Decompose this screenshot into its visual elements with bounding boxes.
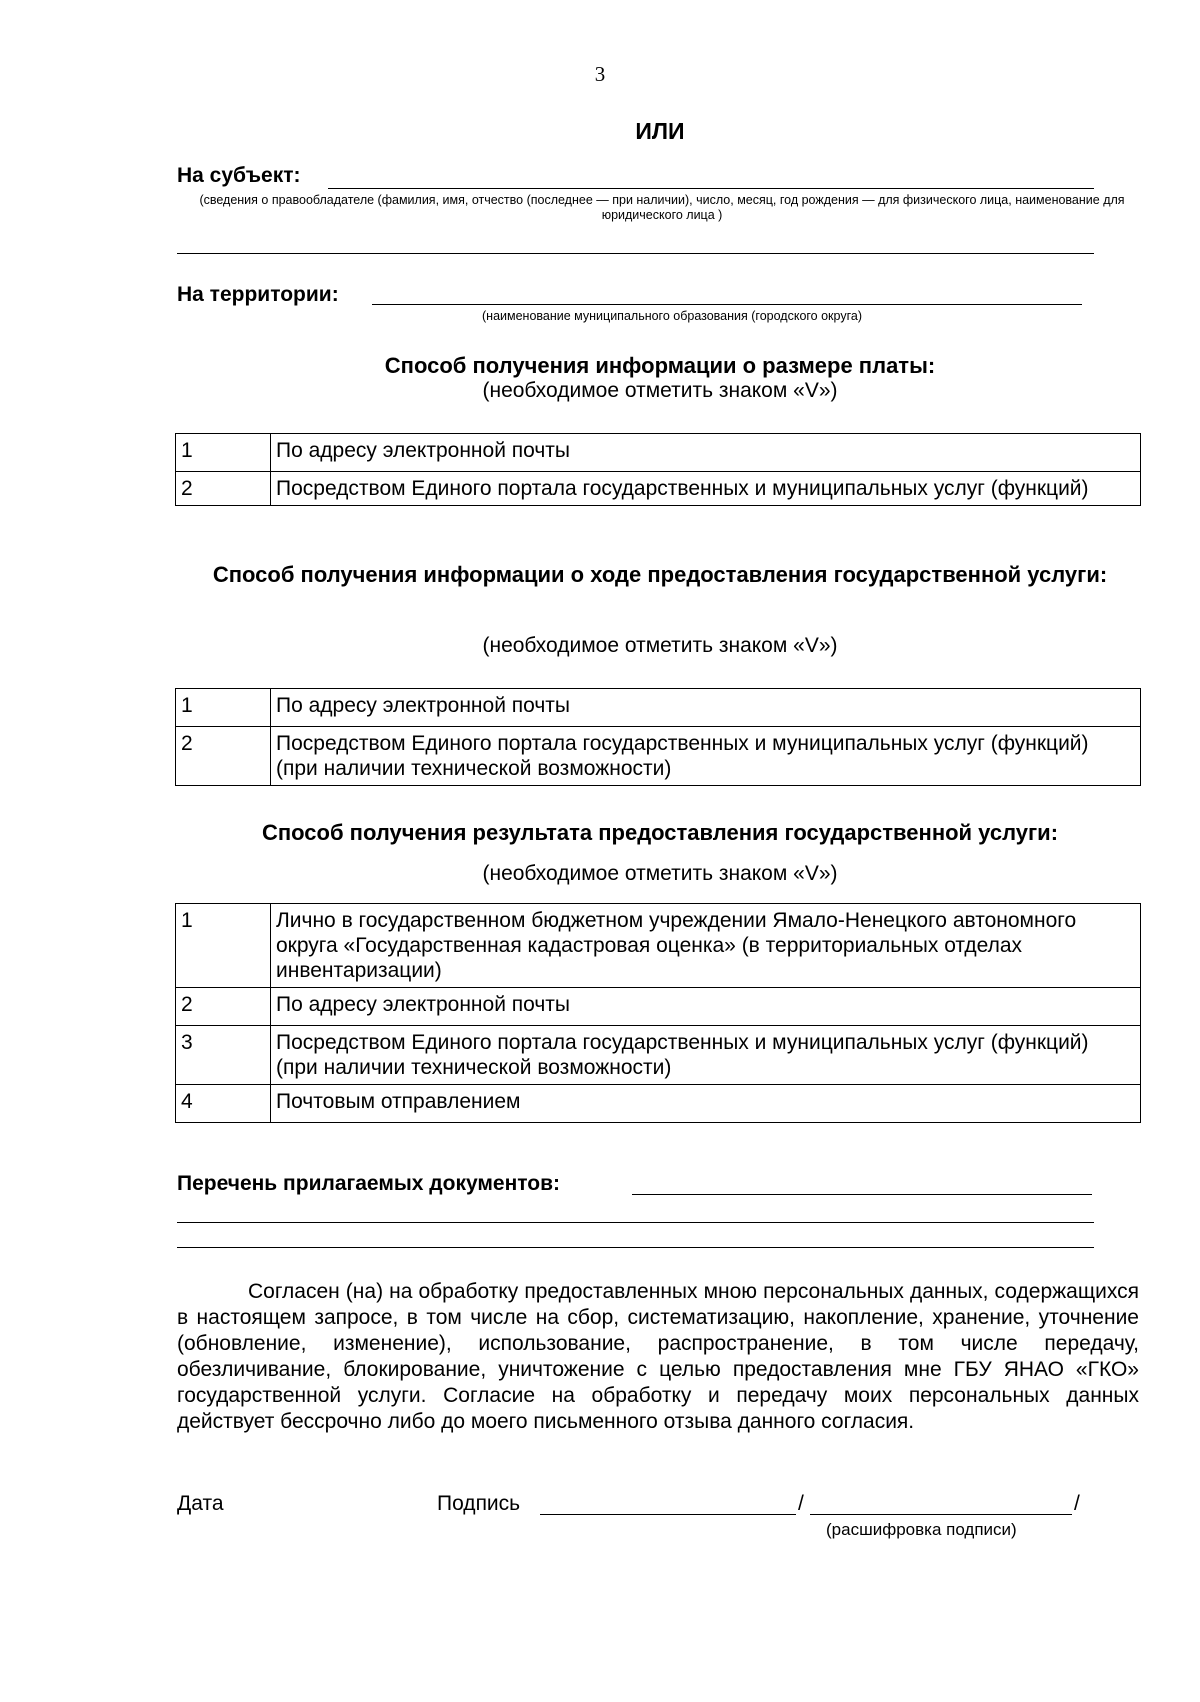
signature-label: Подпись bbox=[437, 1492, 521, 1515]
progress-section-hint: (необходимое отметить знаком «V») bbox=[482, 634, 838, 657]
date-label: Дата bbox=[177, 1492, 224, 1515]
option-text: Лично в государственном бюджетном учреждении Ямало-Ненецкого автономного округа «Государственная кадастровая оценка» (в территориальных отделах инвентаризации) bbox=[271, 904, 1141, 988]
table-row[interactable] bbox=[176, 1026, 1141, 1085]
option-number: 2 bbox=[176, 727, 271, 786]
signature-line[interactable] bbox=[540, 1514, 796, 1515]
option-text: Посредством Единого портала государственных и муниципальных услуг (функций) (при наличии технической возможности) bbox=[271, 727, 1141, 786]
option-text: Посредством Единого портала государственных и муниципальных услуг (функций) bbox=[271, 472, 1141, 506]
payment-section-title: Способ получения информации о размере платы: bbox=[384, 353, 936, 378]
signature-decode-hint: (расшифровка подписи) bbox=[826, 1520, 1017, 1539]
table-row[interactable] bbox=[176, 988, 1141, 1026]
subject-line-2[interactable] bbox=[177, 253, 1094, 254]
documents-line-1[interactable] bbox=[632, 1194, 1092, 1195]
option-number: 1 bbox=[176, 689, 271, 727]
option-number: 3 bbox=[176, 1026, 271, 1085]
table-row[interactable] bbox=[176, 727, 1141, 786]
subject-line[interactable] bbox=[328, 188, 1094, 189]
table-row[interactable] bbox=[176, 904, 1141, 988]
option-number: 4 bbox=[176, 1085, 271, 1123]
payment-options-table bbox=[175, 433, 1141, 506]
territory-line[interactable] bbox=[372, 304, 1082, 305]
or-heading: ИЛИ bbox=[635, 118, 685, 144]
option-text: По адресу электронной почты bbox=[271, 689, 1141, 727]
documents-label: Перечень прилагаемых документов: bbox=[177, 1172, 561, 1195]
result-options-table bbox=[175, 903, 1141, 1123]
option-text: По адресу электронной почты bbox=[271, 434, 1141, 472]
territory-label: На территории: bbox=[177, 283, 339, 306]
subject-hint: (сведения о правообладателе (фамилия, имя, отчество (последнее — при наличии), число, месяц, год рождения — для физического лица, наименование для юридического лица ) bbox=[199, 193, 1125, 222]
option-text: По адресу электронной почты bbox=[271, 988, 1141, 1026]
page-number: 3 bbox=[594, 62, 606, 86]
table-row[interactable] bbox=[176, 1085, 1141, 1123]
signature-slash-right: / bbox=[1074, 1492, 1080, 1515]
payment-section-hint: (необходимое отметить знаком «V») bbox=[482, 379, 838, 402]
signature-slash-left: / bbox=[798, 1492, 804, 1515]
consent-paragraph: Согласен (на) на обработку предоставленных мною персональных данных, содержащихся в настоящем запросе, в том числе на сбор, систематизацию, накопление, хранение, уточнение (обновление, изменение), использование, распространение, в том числе передачу, обезличивание, блокирование, уничтожение с целью предоставления мне ГБУ ЯНАО «ГКО» государственной услуги. Согласие на обработку и передачу моих персональных данных действует бессрочно либо до моего письменного отзыва данного согласия. bbox=[177, 1280, 1139, 1433]
option-number: 2 bbox=[176, 472, 271, 506]
option-number: 2 bbox=[176, 988, 271, 1026]
progress-section-title: Способ получения информации о ходе предоставления государственной услуги: bbox=[212, 562, 1108, 587]
documents-line-3[interactable] bbox=[177, 1247, 1094, 1248]
signature-decode-line[interactable] bbox=[810, 1514, 1072, 1515]
date-field[interactable] bbox=[240, 1494, 390, 1516]
option-number: 1 bbox=[176, 434, 271, 472]
option-number: 1 bbox=[176, 904, 271, 988]
option-text: Посредством Единого портала государственных и муниципальных услуг (функций) (при наличии технической возможности) bbox=[271, 1026, 1141, 1085]
table-row[interactable] bbox=[176, 472, 1141, 506]
result-section-title: Способ получения результата предоставления государственной услуги: bbox=[261, 820, 1059, 845]
option-text: Почтовым отправлением bbox=[271, 1085, 1141, 1123]
result-section-hint: (необходимое отметить знаком «V») bbox=[482, 862, 838, 885]
documents-line-2[interactable] bbox=[177, 1222, 1094, 1223]
subject-label: На субъект: bbox=[177, 164, 301, 187]
table-row[interactable] bbox=[176, 689, 1141, 727]
table-row[interactable] bbox=[176, 434, 1141, 472]
progress-options-table bbox=[175, 688, 1141, 786]
territory-hint: (наименование муниципального образования (городского округа) bbox=[482, 309, 862, 323]
